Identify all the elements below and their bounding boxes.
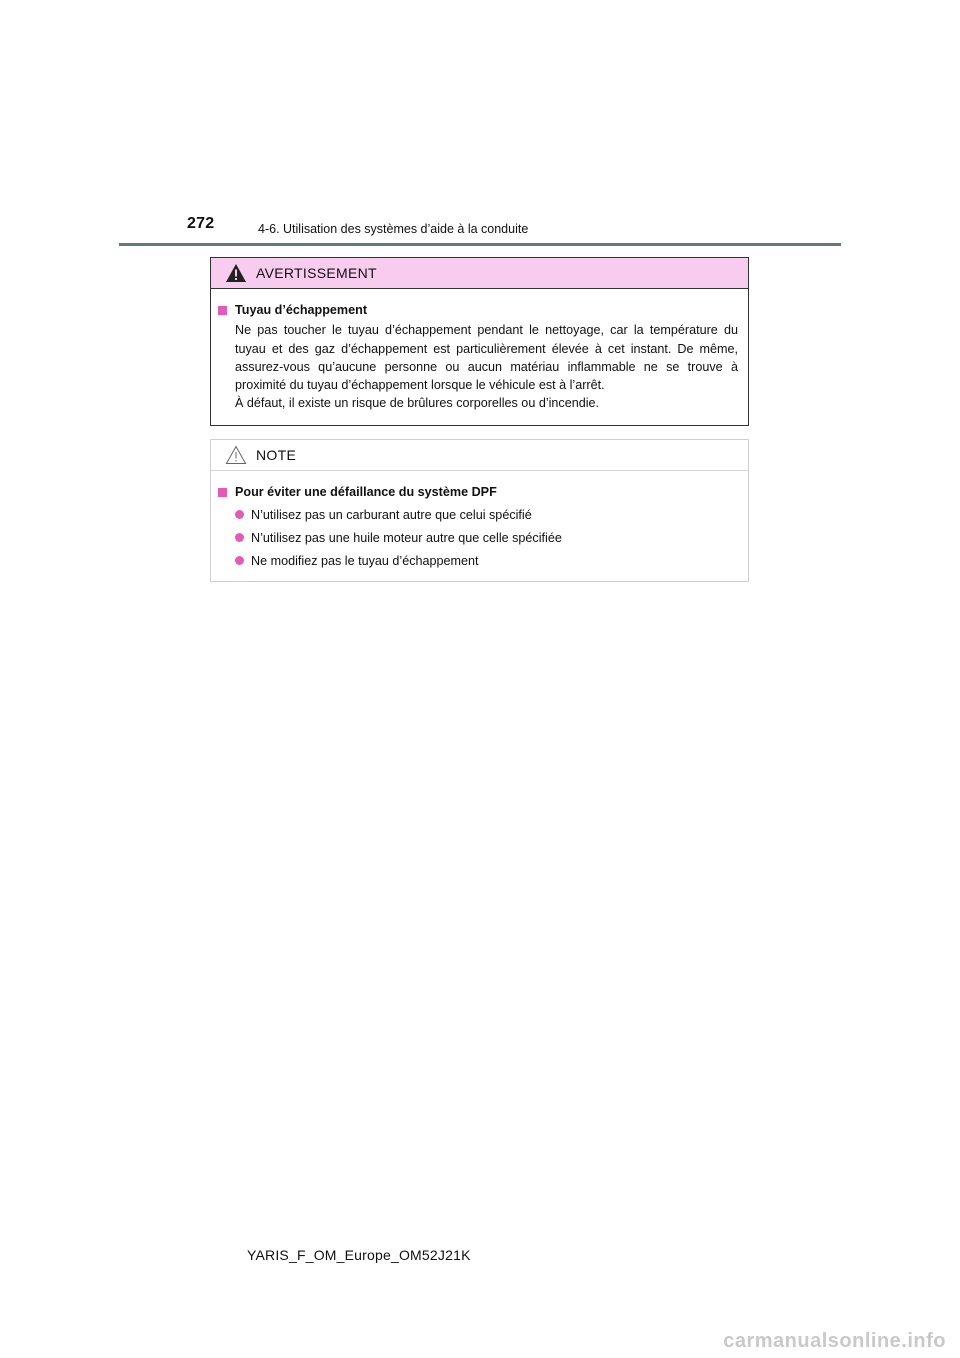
circle-bullet-icon: [235, 510, 244, 519]
warning-box-title: AVERTISSEMENT: [256, 265, 377, 281]
header-divider: [119, 243, 841, 246]
warning-paragraph-consequence: À défaut, il existe un risque de brûlures corporelles ou d’incendie.: [235, 396, 600, 411]
note-item-heading: [218, 483, 738, 501]
note-box-body: [211, 471, 748, 570]
warning-item-heading: [218, 301, 738, 319]
list-item: [235, 551, 738, 570]
note-box: [210, 439, 749, 582]
section-title: 4-6. Utilisation des systèmes d’aide à la conduite: [258, 222, 529, 236]
warning-box: [210, 257, 749, 426]
list-item-text: N’utilisez pas une huile moteur autre que celle spécifiée: [251, 530, 562, 545]
circle-bullet-icon: [235, 556, 244, 565]
note-box-title: NOTE: [256, 447, 297, 463]
square-bullet-icon: [218, 488, 227, 497]
list-item: [235, 505, 738, 524]
document-code: YARIS_F_OM_Europe_OM52J21K: [247, 1247, 471, 1263]
list-item-text: Ne modifiez pas le tuyau d’échappement: [251, 553, 479, 568]
circle-bullet-icon: [235, 533, 244, 542]
caution-triangle-outline-icon: [225, 445, 247, 465]
warning-paragraph: Ne pas toucher le tuyau d’échappement pendant le nettoyage, car la température du tuyau et des gaz d’échappement est particulièrement élevée à cet instant. De même, assurez-vous qu’aucune personne ou aucun matériau inflammable ne se trouve à proximité du tuyau d’échappement lorsque le véhicule est à l’arrêt.: [235, 323, 738, 393]
list-item-text: N’utilisez pas un carburant autre que celui spécifié: [251, 507, 532, 522]
square-bullet-icon: [218, 306, 227, 315]
page-number: 272: [187, 215, 215, 232]
warning-box-body: [211, 289, 748, 413]
warning-triangle-icon: [225, 263, 247, 283]
warning-box-header: [211, 258, 748, 289]
note-box-header: [211, 440, 748, 471]
watermark: carmanualsonline.info: [723, 1330, 946, 1352]
note-item-title: Pour éviter une défaillance du système DPF: [235, 485, 497, 499]
warning-item-title: Tuyau d’échappement: [235, 303, 368, 317]
list-item: [235, 528, 738, 547]
